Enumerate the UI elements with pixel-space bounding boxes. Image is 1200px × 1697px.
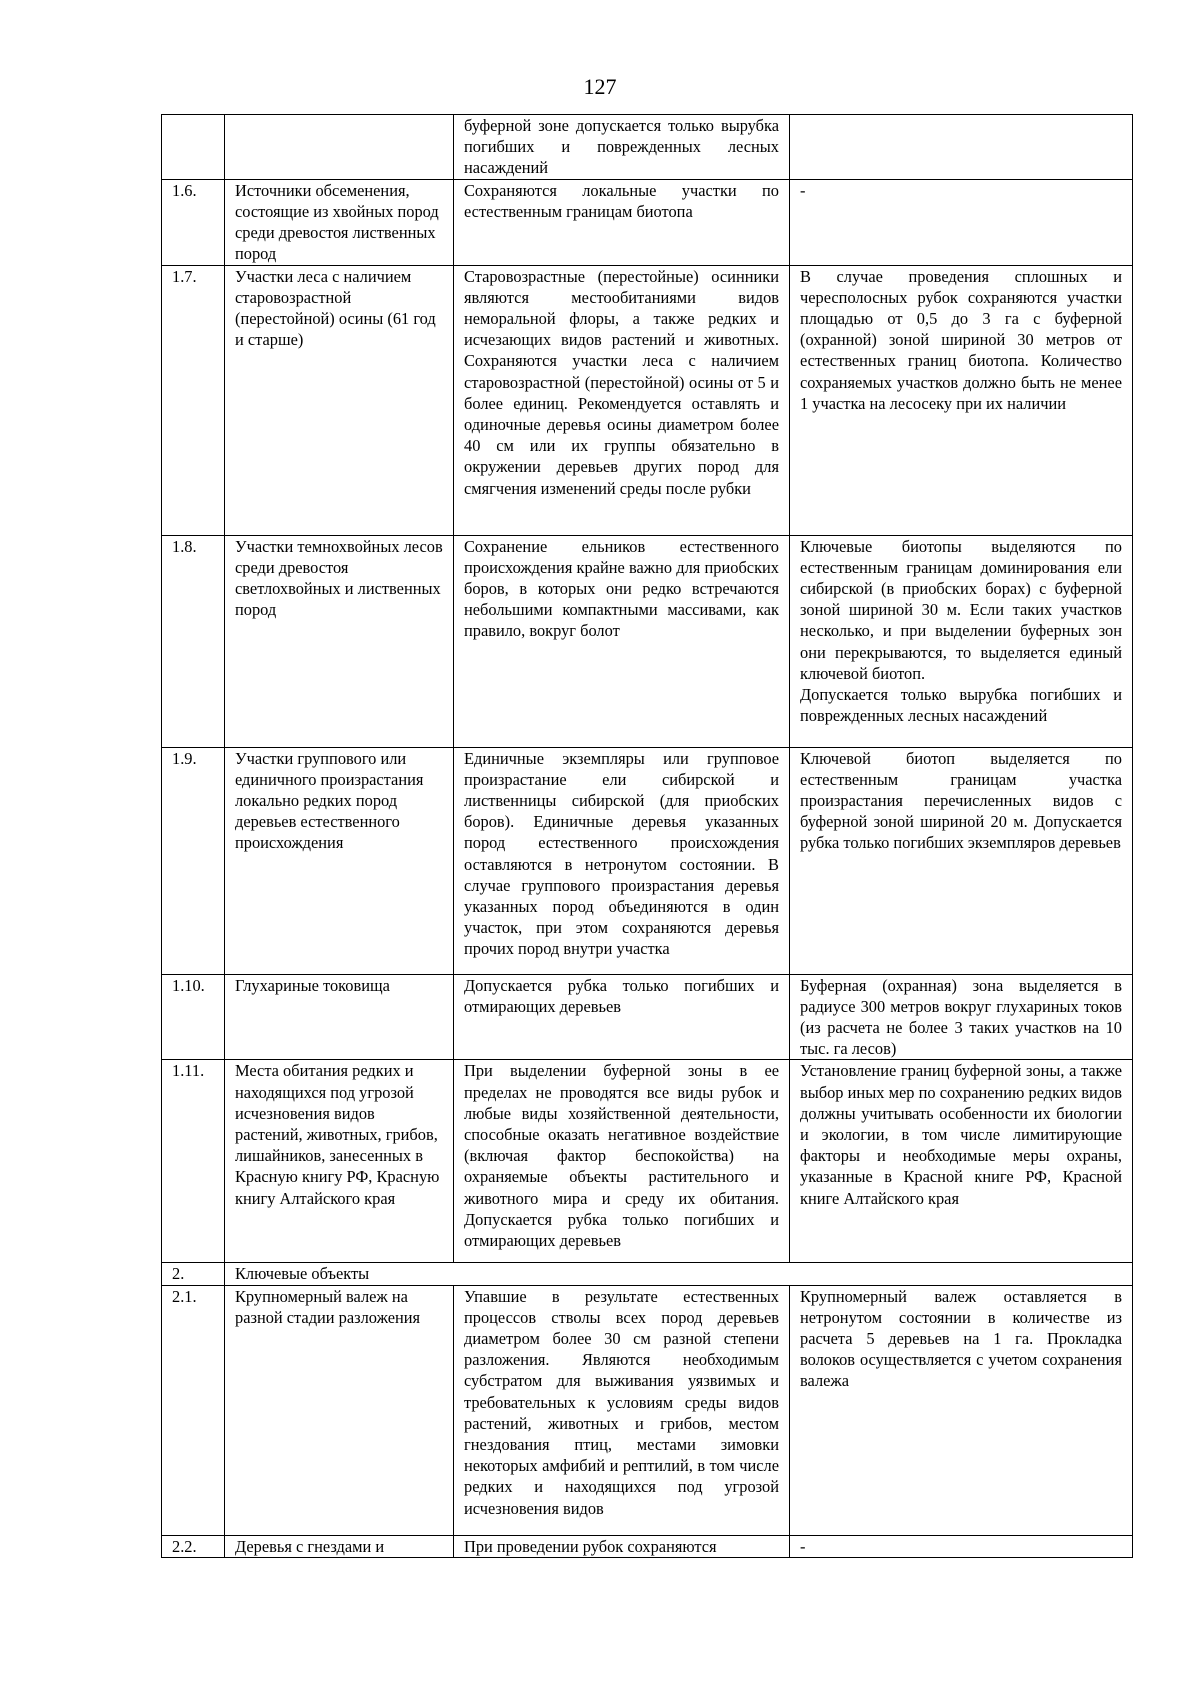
row-name: Участки темнохвойных лесов среди древостоя светлохвойных и лиственных пород: [225, 535, 454, 747]
row-requirements: [790, 115, 1133, 180]
row-description: При выделении буферной зоны в ее пределах не проводятся все виды рубок и любые виды хозяйственной деятельности, способные оказать негативное воздействие (включая фактор беспокойства) на охраняемые объекты растительного и животного мира и среду их обитания. Допускается рубка только погибших и отмирающих деревьев: [454, 1060, 790, 1263]
row-requirements: [790, 535, 1133, 747]
row-requirements: -: [790, 179, 1133, 265]
row-requirements: В случае проведения сплошных и чересполосных рубок сохраняются участки площадью от 0,5 до 3 га с буферной (охранной) зоной шириной 30 метров от естественных границ биотопа. Количество сохраняемых участков должно быть не менее 1 участка на лесосеку при их наличии: [790, 265, 1133, 535]
row-requirements: Установление границ буферной зоны, а также выбор иных мер по сохранению редких видов должны учитывать особенности их биологии и экологии, в том числе лимитирующие факторы и необходимые меры охраны, указанные в Красной книге РФ, Красной книге Алтайского края: [790, 1060, 1133, 1263]
row-name: Источники обсеменения, состоящие из хвойных пород среди древостоя лиственных пород: [225, 179, 454, 265]
section-title: Ключевые объекты: [225, 1263, 1133, 1285]
row-requirements: Крупномерный валеж оставляется в нетронутом состоянии в количестве из расчета 5 деревьев на 1 га. Прокладка волоков осуществляется с учетом сохранения валежа: [790, 1285, 1133, 1535]
row-description: Сохранение ельников естественного происхождения крайне важно для приобских боров, в которых они редко встречаются небольшими компактными массивами, как правило, вокруг болот: [454, 535, 790, 747]
row-requirements: Ключевой биотоп выделяется по естественным границам участка произрастания перечисленных видов с буферной зоной шириной 20 м. Допускается рубка только погибших экземпляров деревьев: [790, 747, 1133, 974]
table-row: [162, 974, 1133, 1060]
row-number: 1.6.: [162, 179, 225, 265]
row-description: буферной зоне допускается только вырубка погибших и поврежденных лесных насаждений: [454, 115, 790, 180]
requirements-paragraph: Ключевые биотопы выделяются по естественным границам доминирования ели сибирской (в приобских борах) с буферной зоной шириной 30 м. Если таких участков несколько, и при выделении буферных зон они перекрываются, то выделяется единый ключевой биотоп.: [800, 536, 1122, 683]
table-row: [162, 179, 1133, 265]
table-row: [162, 265, 1133, 535]
row-name: Участки группового или единичного произрастания локально редких пород деревьев естественного происхождения: [225, 747, 454, 974]
row-number: 1.8.: [162, 535, 225, 747]
row-description: Допускается рубка только погибших и отмирающих деревьев: [454, 974, 790, 1060]
row-name: Глухариные токовища: [225, 974, 454, 1060]
row-description: При проведении рубок сохраняются: [454, 1535, 790, 1557]
row-number: 2.1.: [162, 1285, 225, 1535]
table-row: [162, 115, 1133, 180]
row-number: 1.9.: [162, 747, 225, 974]
table-row: [162, 535, 1133, 747]
page-number: 127: [583, 74, 617, 99]
table-row: [162, 1535, 1133, 1557]
row-name: [225, 115, 454, 180]
row-number: [162, 115, 225, 180]
key-biotopes-table: [161, 114, 1133, 1558]
section-number: 2.: [162, 1263, 225, 1285]
row-requirements: -: [790, 1535, 1133, 1557]
requirements-paragraph: Допускается только вырубка погибших и поврежденных лесных насаждений: [800, 685, 1122, 726]
row-requirements: Буферная (охранная) зона выделяется в радиусе 300 метров вокруг глухариных токов (из расчета не более 3 таких участков на 10 тыс. га лесов): [790, 974, 1133, 1060]
row-description: Старовозрастные (перестойные) осинники являются местообитаниями видов неморальной флоры, а также редких и исчезающих видов растений и животных. Сохраняются участки леса с наличием старовозрастной (перестойной) осины от 5 и более единиц. Рекомендуется оставлять и одиночные деревья осины диаметром более 40 см или их группы обязательно в окружении деревьев других пород для смягчения изменений среды после рубки: [454, 265, 790, 535]
row-number: 2.2.: [162, 1535, 225, 1557]
row-name: Места обитания редких и находящихся под угрозой исчезновения видов растений, животных, грибов, лишайников, занесенных в Красную книгу РФ, Красную книгу Алтайского края: [225, 1060, 454, 1263]
table-row: [162, 1285, 1133, 1535]
row-name: Участки леса с наличием старовозрастной (перестойной) осины (61 год и старше): [225, 265, 454, 535]
row-number: 1.10.: [162, 974, 225, 1060]
section-row: [162, 1263, 1133, 1285]
row-number: 1.7.: [162, 265, 225, 535]
table-row: [162, 747, 1133, 974]
row-description: Упавшие в результате естественных процессов стволы всех пород деревьев диаметром более 30 см разной степени разложения. Являются необходимым субстратом для выживания уязвимых и требовательных к условиям среды видов растений, животных и грибов, местом гнездования птиц, местами зимовки некоторых амфибий и рептилий, в том числе редких и находящихся под угрозой исчезновения видов: [454, 1285, 790, 1535]
row-name: Крупномерный валеж на разной стадии разложения: [225, 1285, 454, 1535]
row-number: 1.11.: [162, 1060, 225, 1263]
row-description: Сохраняются локальные участки по естественным границам биотопа: [454, 179, 790, 265]
row-description: Единичные экземпляры или групповое произрастание ели сибирской и лиственницы сибирской (для приобских боров). Единичные деревья указанных пород естественного происхождения оставляются в нетронутом состоянии. В случае группового произрастания деревья указанных пород объединяются в один участок, при этом сохраняются деревья прочих пород внутри участка: [454, 747, 790, 974]
row-name: Деревья с гнездами и: [225, 1535, 454, 1557]
table-row: [162, 1060, 1133, 1263]
